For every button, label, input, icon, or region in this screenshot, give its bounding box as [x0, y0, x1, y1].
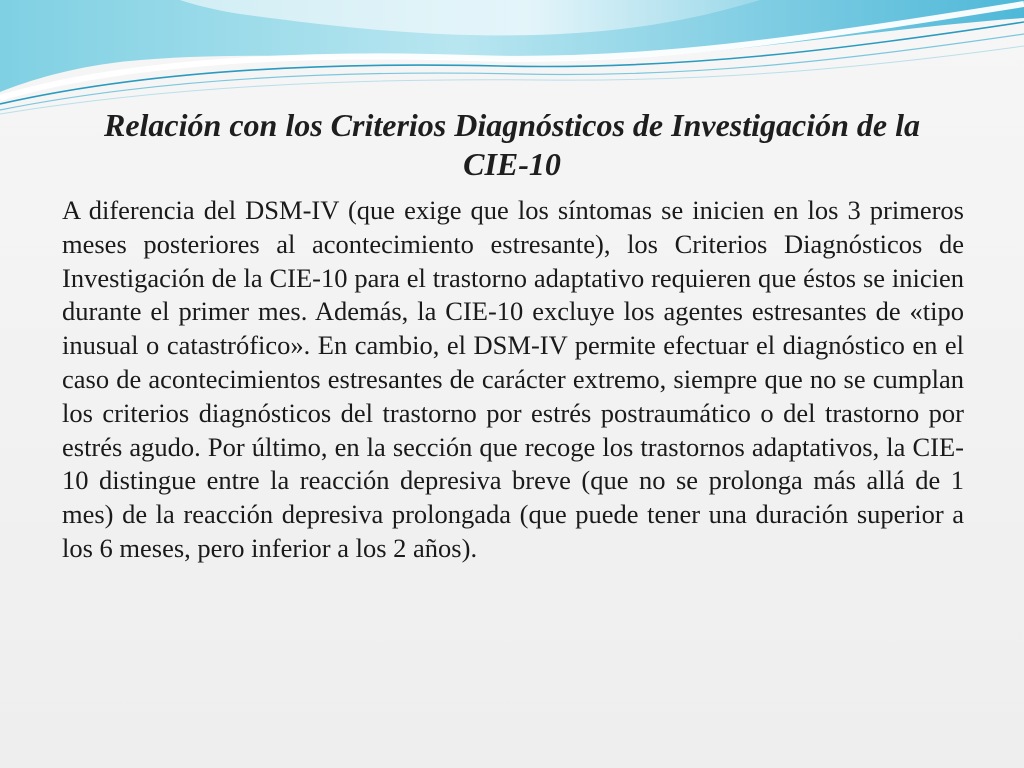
slide-title: Relación con los Criterios Diagnósticos de Investigación de la CIE-10 — [103, 107, 920, 182]
slide-body-paragraph: A diferencia del DSM-IV (que exige que los síntomas se inicien en los 3 primeros meses posteriores al acontecimiento estresante), los Criterios Diagnósticos de Investigación de la CIE-10 para el trastorno adaptativo requieren que éstos se inicien durante el primer mes. Además, la CIE-10 excluye los agentes estresantes de «tipo inusual o catastrófico». En cambio, el DSM-IV permite efectuar el diagnóstico en el caso de acontecimientos estresantes de carácter extremo, siempre que no se cumplan los criterios diagnósticos del trastorno por estrés postraumático o del trastorno por estrés agudo. Por último, en la sección que recoge los trastornos adaptativos, la CIE-10 distingue entre la reacción depresiva breve (que no se prolonga más allá de 1 mes) de la reacción depresiva prolongada (que puede tener una duración superior a los 6 meses, pero inferior a los 2 años). — [62, 195, 964, 563]
